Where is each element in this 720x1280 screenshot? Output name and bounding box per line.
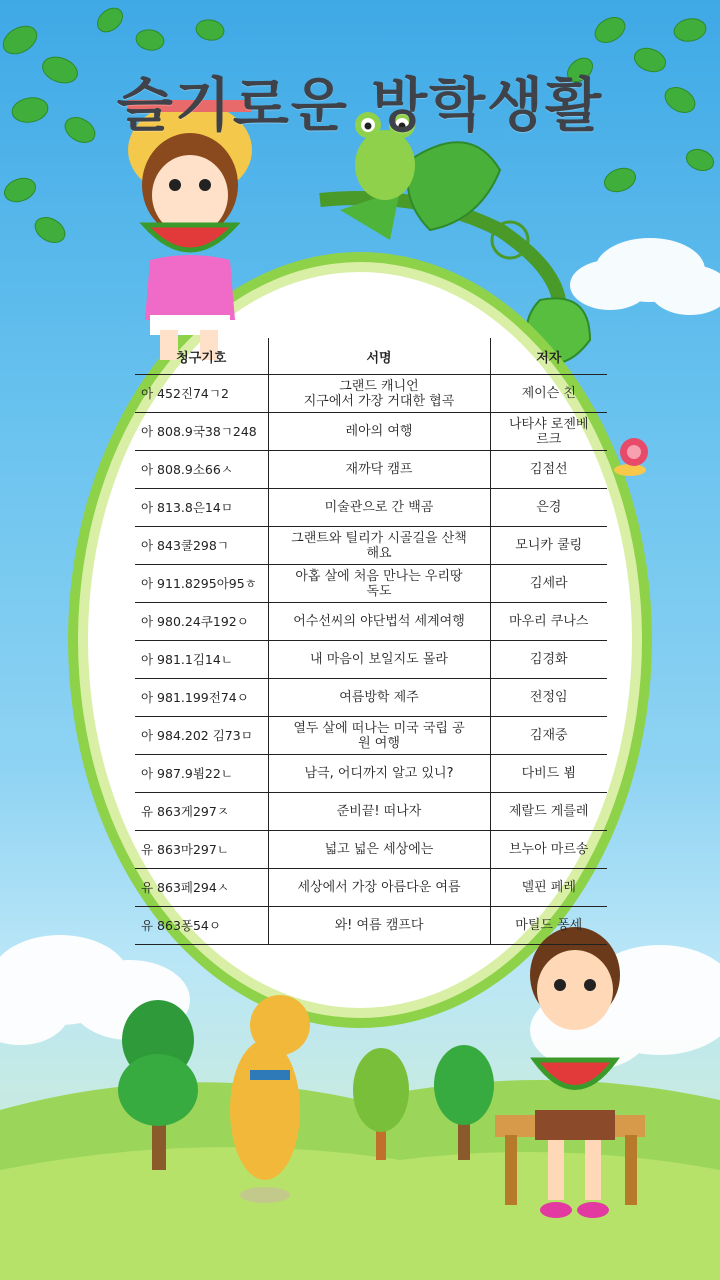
book-title-cell: 어수선씨의 야단법석 세계여행 bbox=[268, 603, 490, 641]
author-cell: 마우리 쿠나스 bbox=[490, 603, 607, 641]
author-cell: 김재중 bbox=[490, 717, 607, 755]
book-title-cell: 여름방학 제주 bbox=[268, 679, 490, 717]
table-row bbox=[135, 375, 607, 413]
table-row bbox=[135, 869, 607, 907]
call-number-cell: 아 813.8은14ㅁ bbox=[135, 489, 268, 527]
book-list-table bbox=[135, 338, 607, 945]
book-title-cell: 미술관으로 간 백곰 bbox=[268, 489, 490, 527]
table-row bbox=[135, 527, 607, 565]
book-title-cell: 열두 살에 떠나는 미국 국립 공 원 여행 bbox=[268, 717, 490, 755]
call-number-cell: 아 452진74ㄱ2 bbox=[135, 375, 268, 413]
snail-icon bbox=[614, 438, 648, 476]
book-title-cell: 내 마음이 보일지도 몰라 bbox=[268, 641, 490, 679]
call-number-cell: 유 863페294ㅅ bbox=[135, 869, 268, 907]
author-cell: 델핀 페레 bbox=[490, 869, 607, 907]
call-number-cell: 아 980.24쿠192ㅇ bbox=[135, 603, 268, 641]
call-number-cell: 아 984.202 김73ㅁ bbox=[135, 717, 268, 755]
book-title-cell: 아홉 살에 처음 만나는 우리땅 독도 bbox=[268, 565, 490, 603]
book-title-cell: 준비끝! 떠나자 bbox=[268, 793, 490, 831]
call-number-cell: 아 843쿨298ㄱ bbox=[135, 527, 268, 565]
table-row bbox=[135, 831, 607, 869]
grass bbox=[0, 1147, 720, 1280]
call-number-cell: 유 863퐁54ㅇ bbox=[135, 907, 268, 945]
book-title-cell: 그랜드 캐니언 지구에서 가장 거대한 협곡 bbox=[268, 375, 490, 413]
table-row bbox=[135, 907, 607, 945]
author-cell: 은경 bbox=[490, 489, 607, 527]
header-call-number: 청구기호 bbox=[135, 338, 268, 375]
table-row bbox=[135, 413, 607, 451]
author-cell: 나타샤 로젠베 르크 bbox=[490, 413, 607, 451]
table-row bbox=[135, 451, 607, 489]
author-cell: 다비드 뵘 bbox=[490, 755, 607, 793]
author-cell: 김세라 bbox=[490, 565, 607, 603]
call-number-cell: 아 981.1김14ㄴ bbox=[135, 641, 268, 679]
author-cell: 김점선 bbox=[490, 451, 607, 489]
book-title-cell: 재까닥 캠프 bbox=[268, 451, 490, 489]
author-cell: 모니카 쿨링 bbox=[490, 527, 607, 565]
call-number-cell: 유 863게297ㅈ bbox=[135, 793, 268, 831]
call-number-cell: 유 863마297ㄴ bbox=[135, 831, 268, 869]
author-cell: 마틸드 퐁세 bbox=[490, 907, 607, 945]
author-cell: 제랄드 게를레 bbox=[490, 793, 607, 831]
author-cell: 제이슨 친 bbox=[490, 375, 607, 413]
book-title-cell: 남극, 어디까지 알고 있니? bbox=[268, 755, 490, 793]
call-number-cell: 아 981.199전74ㅇ bbox=[135, 679, 268, 717]
table-row bbox=[135, 755, 607, 793]
table-header-row bbox=[135, 338, 607, 375]
call-number-cell: 아 987.9뵘22ㄴ bbox=[135, 755, 268, 793]
table-row bbox=[135, 603, 607, 641]
table-row bbox=[135, 793, 607, 831]
table-row bbox=[135, 679, 607, 717]
header-author: 저자 bbox=[490, 338, 607, 375]
table-row bbox=[135, 489, 607, 527]
book-title-cell: 그랜트와 틸리가 시골길을 산책 해요 bbox=[268, 527, 490, 565]
author-cell: 김경화 bbox=[490, 641, 607, 679]
cloud-icon bbox=[570, 238, 720, 315]
table-row bbox=[135, 641, 607, 679]
call-number-cell: 아 808.9국38ㄱ248 bbox=[135, 413, 268, 451]
table-row bbox=[135, 565, 607, 603]
header-title: 서명 bbox=[268, 338, 490, 375]
page-title: 슬기로운 방학생활 bbox=[116, 71, 604, 139]
table-row bbox=[135, 717, 607, 755]
call-number-cell: 아 808.9소66ㅅ bbox=[135, 451, 268, 489]
call-number-cell: 아 911.8295아95ㅎ bbox=[135, 565, 268, 603]
author-cell: 전정임 bbox=[490, 679, 607, 717]
book-title-cell: 와! 여름 캠프다 bbox=[268, 907, 490, 945]
book-list-container bbox=[135, 338, 607, 945]
book-title-cell: 레아의 여행 bbox=[268, 413, 490, 451]
author-cell: 브누아 마르송 bbox=[490, 831, 607, 869]
book-title-cell: 세상에서 가장 아름다운 여름 bbox=[268, 869, 490, 907]
book-title-cell: 넓고 넓은 세상에는 bbox=[268, 831, 490, 869]
